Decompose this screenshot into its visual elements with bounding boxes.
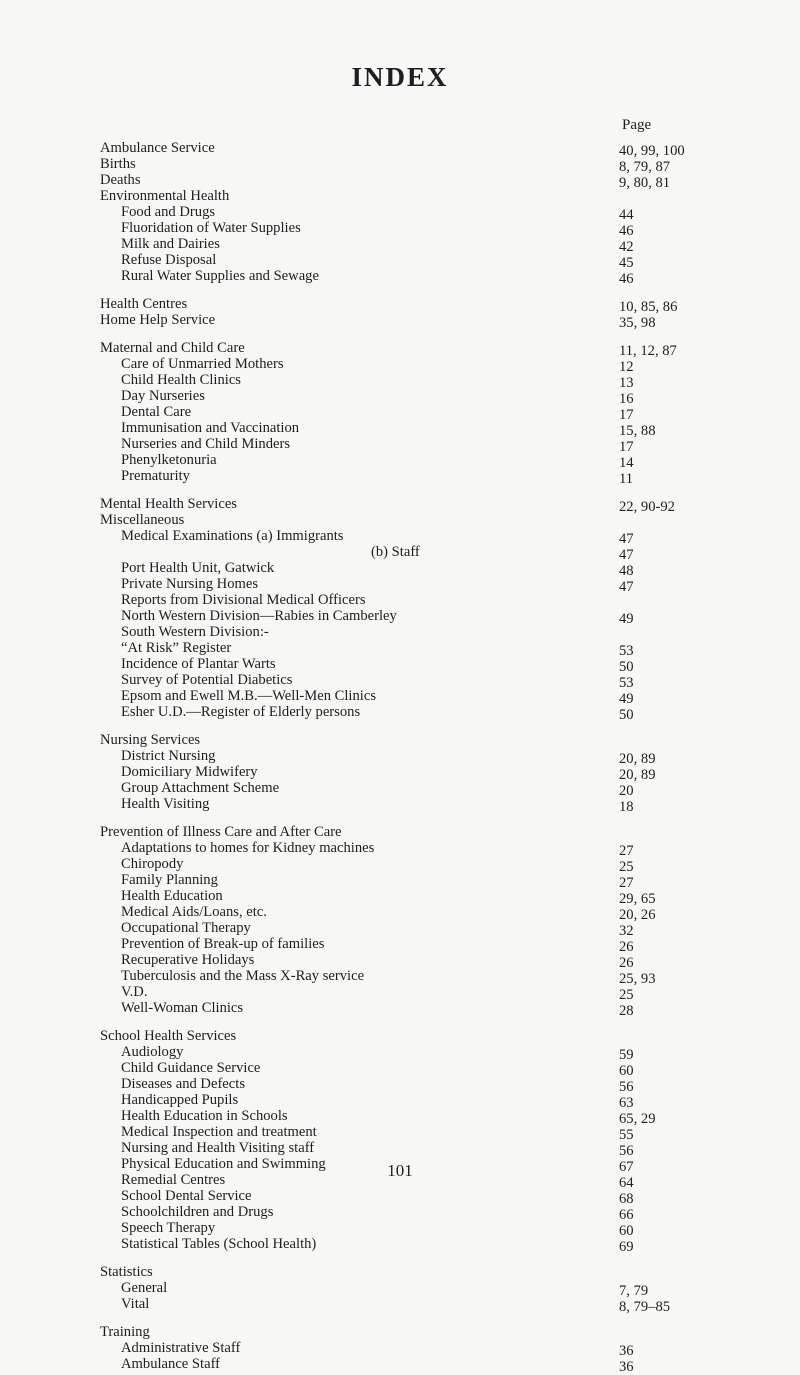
entry-pages: 53 [619, 675, 634, 691]
entry-label: Prevention of Break-up of families [121, 936, 325, 952]
index-heading [100, 340, 720, 359]
entry-label: Immunisation and Vaccination [121, 420, 300, 436]
index-entry [100, 544, 720, 563]
entry-label: Ambulance Service [100, 140, 215, 156]
entry-pages: 29, 65 [619, 891, 656, 907]
index-entry [100, 1060, 720, 1079]
entry-pages: 20, 89 [619, 751, 656, 767]
entry-pages: 20 [619, 783, 634, 799]
entry-label: Day Nurseries [121, 388, 205, 404]
entry-pages: 49 [619, 691, 634, 707]
entry-label: South Western Division:- [121, 624, 269, 640]
entry-label: Family Planning [121, 872, 218, 888]
entry-pages: 22, 90-92 [619, 499, 675, 515]
entry-pages: 48 [619, 563, 634, 579]
entry-pages: 53 [619, 643, 634, 659]
index-list [100, 140, 720, 1375]
entry-pages: 26 [619, 939, 634, 955]
index-heading [100, 156, 720, 175]
entry-label: V.D. [121, 984, 148, 1000]
entry-pages: 63 [619, 1095, 634, 1111]
page-title: INDEX [351, 62, 449, 92]
entry-label: Statistics [100, 1264, 153, 1280]
entry-label: Mental Health Services [100, 496, 237, 512]
entry-label: Physical Education and Swimming [121, 1156, 326, 1172]
entry-label: Home Help Service [100, 312, 216, 328]
entry-label: Prematurity [121, 468, 190, 484]
index-entry [100, 204, 720, 223]
index-entry [100, 1076, 720, 1095]
entry-label: Health Centres [100, 296, 188, 312]
entry-label: Milk and Dairies [121, 236, 220, 252]
entry-label: Audiology [121, 1044, 184, 1060]
entry-pages: 64 [619, 1175, 634, 1191]
entry-label: Health Education in Schools [121, 1108, 288, 1124]
entry-pages: 18 [619, 799, 634, 815]
entry-label: Nurseries and Child Minders [121, 436, 291, 452]
entry-label: Phenylketonuria [121, 452, 217, 468]
entry-pages: 26 [619, 955, 634, 971]
index-entry [100, 1220, 720, 1239]
entry-label: Well-Woman Clinics [121, 1000, 244, 1016]
entry-pages: 69 [619, 1239, 634, 1255]
index-entry [100, 920, 720, 939]
entry-pages: 8, 79, 87 [619, 159, 671, 175]
entry-label: Health Visiting [121, 796, 210, 812]
entry-label: Incidence of Plantar Warts [121, 656, 276, 672]
entry-label: Miscellaneous [100, 512, 185, 528]
entry-label: General [121, 1280, 168, 1296]
index-entry [100, 968, 720, 987]
index-entry [100, 856, 720, 875]
entry-pages: 32 [619, 923, 634, 939]
index-entry [100, 624, 720, 640]
index-entry [100, 872, 720, 891]
index-entry [100, 404, 720, 423]
entry-pages: 36 [619, 1343, 634, 1359]
entry-pages: 15, 88 [619, 423, 656, 439]
entry-label: Vital [121, 1296, 150, 1312]
index-entry [100, 1280, 720, 1299]
entry-label: Schoolchildren and Drugs [121, 1204, 274, 1220]
entry-pages: 25 [619, 987, 634, 1003]
entry-pages: 17 [619, 407, 634, 423]
entry-pages: 56 [619, 1079, 634, 1095]
entry-label: Handicapped Pupils [121, 1092, 239, 1108]
index-entry [100, 1092, 720, 1111]
index-entry [100, 236, 720, 255]
index-heading [100, 824, 720, 840]
index-entry [100, 748, 720, 767]
entry-pages: 11, 12, 87 [619, 343, 677, 359]
entry-pages: 67 [619, 1159, 634, 1175]
index-entry [100, 1188, 720, 1207]
index-heading [100, 312, 720, 331]
index-entry [100, 372, 720, 391]
index-entry [100, 420, 720, 439]
entry-pages: 27 [619, 843, 634, 859]
entry-label: “At Risk” Register [121, 640, 232, 656]
index-entry [100, 1296, 720, 1315]
entry-label: Rural Water Supplies and Sewage [121, 268, 319, 284]
index-entry [100, 780, 720, 799]
index-entry [100, 528, 720, 547]
entry-pages: 66 [619, 1207, 634, 1223]
index-heading [100, 496, 720, 515]
entry-label: Speech Therapy [121, 1220, 216, 1236]
index-entry [100, 592, 720, 608]
index-heading [100, 296, 720, 315]
entry-label: Remedial Centres [121, 1172, 226, 1188]
entry-pages: 60 [619, 1223, 634, 1239]
entry-pages: 47 [619, 579, 634, 595]
entry-pages: 25, 93 [619, 971, 656, 987]
entry-pages: 40, 99, 100 [619, 143, 685, 159]
entry-label: School Health Services [100, 1028, 237, 1044]
index-entry [100, 904, 720, 923]
entry-label: Medical Inspection and treatment [121, 1124, 317, 1140]
entry-label: Chiropody [121, 856, 184, 872]
entry-pages: 60 [619, 1063, 634, 1079]
entry-label: Tuberculosis and the Mass X-Ray service [121, 968, 365, 984]
index-entry [100, 1124, 720, 1143]
index-entry [100, 560, 720, 579]
entry-label: Reports from Divisional Medical Officers [121, 592, 366, 608]
index-heading [100, 732, 720, 748]
index-heading [100, 1324, 720, 1340]
index-entry [100, 704, 720, 723]
entry-label: Child Health Clinics [121, 372, 241, 388]
entry-label: Medical Examinations (a) Immigrants [121, 528, 344, 544]
index-entry [100, 984, 720, 1003]
index-entry [100, 252, 720, 271]
entry-pages: 56 [619, 1143, 634, 1159]
entry-label: Domiciliary Midwifery [121, 764, 258, 780]
entry-pages: 11 [619, 471, 634, 487]
entry-pages: 20, 89 [619, 767, 656, 783]
index-entry [100, 888, 720, 907]
entry-label: Care of Unmarried Mothers [121, 356, 284, 372]
entry-label: Child Guidance Service [121, 1060, 261, 1076]
entry-label: Diseases and Defects [121, 1076, 245, 1092]
entry-pages: 44 [619, 207, 634, 223]
entry-label: Administrative Staff [121, 1340, 241, 1356]
index-heading [100, 140, 720, 159]
entry-label: Group Attachment Scheme [121, 780, 280, 796]
index-entry [100, 436, 720, 455]
entry-label: District Nursing [121, 748, 216, 764]
entry-label: Recuperative Holidays [121, 952, 255, 968]
entry-pages: 49 [619, 611, 634, 627]
entry-pages: 47 [619, 547, 634, 563]
entry-pages: 65, 29 [619, 1111, 656, 1127]
page-column-header: Page [622, 117, 652, 133]
page-number: 101 [387, 1161, 413, 1180]
index-entry [100, 1340, 720, 1359]
entry-pages: 8, 79–85 [619, 1299, 671, 1315]
index-entry [100, 1140, 720, 1159]
index-entry [100, 1356, 720, 1375]
index-entry [100, 452, 720, 471]
entry-pages: 50 [619, 659, 634, 675]
entry-pages: 35, 98 [619, 315, 656, 331]
entry-label: Prevention of Illness Care and After Care [100, 824, 342, 840]
entry-label: Epsom and Ewell M.B.—Well-Men Clinics [121, 688, 376, 704]
entry-pages: 50 [619, 707, 634, 723]
index-entry [100, 468, 720, 487]
entry-pages: 45 [619, 255, 634, 271]
entry-pages: 9, 80, 81 [619, 175, 671, 191]
index-entry [100, 356, 720, 375]
entry-label: (b) Staff [371, 544, 420, 560]
entry-pages: 28 [619, 1003, 634, 1019]
entry-label: Fluoridation of Water Supplies [121, 220, 301, 236]
entry-pages: 20, 26 [619, 907, 656, 923]
entry-label: Dental Care [121, 404, 192, 420]
index-entry [100, 268, 720, 287]
index-entry [100, 952, 720, 971]
index-heading [100, 1028, 720, 1044]
entry-pages: 17 [619, 439, 634, 455]
entry-label: Nursing Services [100, 732, 201, 748]
entry-label: School Dental Service [121, 1188, 252, 1204]
index-entry [100, 1108, 720, 1127]
entry-pages: 12 [619, 359, 634, 375]
entry-pages: 42 [619, 239, 634, 255]
entry-label: Survey of Potential Diabetics [121, 672, 293, 688]
entry-pages: 47 [619, 531, 634, 547]
entry-pages: 10, 85, 86 [619, 299, 678, 315]
index-entry [100, 1204, 720, 1223]
entry-pages: 13 [619, 375, 634, 391]
entry-label: Private Nursing Homes [121, 576, 259, 592]
entry-pages: 46 [619, 271, 634, 287]
entry-label: Training [100, 1324, 150, 1340]
entry-label: North Western Division—Rabies in Camberley [121, 608, 397, 624]
index-heading [100, 172, 720, 191]
entry-label: Health Education [121, 888, 223, 904]
entry-label: Adaptations to homes for Kidney machines [121, 840, 375, 856]
index-entry [100, 388, 720, 407]
entry-pages: 25 [619, 859, 634, 875]
index-heading [100, 188, 720, 204]
entry-label: Esher U.D.—Register of Elderly persons [121, 704, 361, 720]
entry-pages: 36 [619, 1359, 634, 1375]
index-entry [100, 764, 720, 783]
index-entry [100, 1044, 720, 1063]
index-entry [100, 640, 720, 659]
entry-label: Births [100, 156, 136, 172]
index-entry [100, 656, 720, 675]
index-entry [100, 576, 720, 595]
entry-label: Environmental Health [100, 188, 230, 204]
entry-pages: 55 [619, 1127, 634, 1143]
entry-pages: 68 [619, 1191, 634, 1207]
entry-label: Ambulance Staff [121, 1356, 221, 1372]
index-entry [100, 220, 720, 239]
entry-label: Deaths [100, 172, 141, 188]
index-heading [100, 512, 720, 528]
entry-pages: 59 [619, 1047, 634, 1063]
entry-label: Refuse Disposal [121, 252, 217, 268]
index-entry [100, 1236, 720, 1255]
entry-label: Maternal and Child Care [100, 340, 245, 356]
entry-label: Nursing and Health Visiting staff [121, 1140, 315, 1156]
index-entry [100, 672, 720, 691]
entry-pages: 46 [619, 223, 634, 239]
entry-pages: 14 [619, 455, 634, 471]
entry-pages: 16 [619, 391, 634, 407]
index-entry [100, 688, 720, 707]
entry-label: Port Health Unit, Gatwick [121, 560, 275, 576]
index-entry [100, 936, 720, 955]
entry-label: Statistical Tables (School Health) [121, 1236, 317, 1252]
entry-pages: 7, 79 [619, 1283, 649, 1299]
index-entry [100, 840, 720, 859]
index-entry [100, 1000, 720, 1019]
index-heading [100, 1264, 720, 1280]
index-entry [100, 796, 720, 815]
entry-label: Occupational Therapy [121, 920, 251, 936]
index-entry [100, 608, 720, 627]
entry-pages: 27 [619, 875, 634, 891]
entry-label: Medical Aids/Loans, etc. [121, 904, 267, 920]
entry-label: Food and Drugs [121, 204, 216, 220]
